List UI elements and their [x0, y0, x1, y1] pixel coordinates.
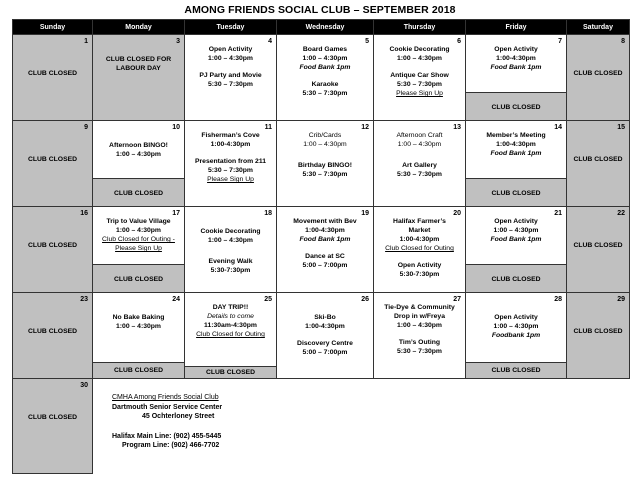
day-number: 17: [172, 210, 180, 217]
event-time: 1:00 – 4:30pm: [493, 323, 539, 330]
event-name: Afternoon BINGO!: [109, 142, 168, 149]
closed-label: CLUB CLOSED: [93, 178, 184, 206]
event-time: 1:00 – 4:30pm: [397, 322, 442, 329]
event-time: 5:30 – 7:30pm: [208, 81, 253, 88]
day-cell-11: [185, 121, 276, 206]
day-number: 15: [617, 124, 625, 131]
day-cell-23: [13, 293, 92, 378]
day-number: 27: [453, 296, 461, 303]
event-name: No Bake Baking: [112, 314, 165, 321]
day-number: 10: [172, 124, 180, 131]
closed-label: CLUB CLOSED: [27, 414, 78, 421]
day-number: 21: [554, 210, 562, 217]
event-time: 11:30am-4:30pm: [204, 322, 257, 329]
event-note: Food Bank 1pm: [490, 64, 542, 71]
event-name: Fisherman’s Cove: [201, 132, 260, 139]
event-name: Birthday BINGO!: [297, 162, 352, 169]
day-cell-9: [13, 121, 92, 206]
week-row: [13, 121, 630, 207]
day-cell-19: [277, 207, 373, 292]
day-number: 1: [84, 38, 88, 45]
day-number: 11: [264, 124, 272, 131]
day-cell-28: [466, 293, 566, 378]
week-row: [13, 207, 630, 293]
weekday-header-row: [13, 20, 630, 35]
event-time: 1:00-4:30pm: [496, 141, 536, 148]
day-cell-3: [93, 35, 184, 120]
day-cell-24: [93, 293, 184, 378]
event-time: 1:00-4:30pm: [210, 141, 251, 148]
day-cell-18: [185, 207, 276, 292]
day-number: 26: [361, 296, 369, 303]
day-cell-21: [466, 207, 566, 292]
closed-label: CLUB CLOSED: [27, 328, 78, 335]
event-time: 1:00-4:30pm: [305, 227, 345, 234]
event-time: 5:30 – 7:30pm: [302, 90, 348, 97]
event-time: 1:00-4:30pm: [496, 55, 536, 62]
event-time: 1:00 – 4:30pm: [116, 151, 161, 158]
event-time: 5:30-7:30pm: [399, 271, 440, 278]
outing-note: Club Closed for Outing: [196, 331, 265, 338]
event-note: Foodbank 1pm: [491, 332, 541, 339]
day-cell-25: [185, 293, 276, 378]
event-name-cont: Market: [408, 227, 431, 234]
org-name: CMHA Among Friends Social Club: [112, 394, 219, 401]
event-time: 1:00 – 4:30pm: [397, 141, 442, 148]
closed-label: CLUB CLOSED: [27, 156, 78, 163]
day-number: 25: [264, 296, 272, 303]
closed-label: CLUB CLOSED: [27, 70, 78, 77]
day-cell-16: [13, 207, 92, 292]
event-time: 1:00 – 4:30pm: [303, 141, 347, 148]
header-wednesday: Wednesday: [277, 20, 374, 35]
header-monday: Monday: [93, 20, 185, 35]
closed-label: CLUB CLOSED: [573, 70, 623, 77]
event-name: Cookie Decorating: [389, 46, 450, 53]
day-number: 30: [80, 382, 88, 389]
day-number: 14: [554, 124, 562, 131]
calendar-grid: [12, 19, 630, 474]
event-time: 5:30 – 7:30pm: [397, 81, 442, 88]
event-time: 1:00 – 4:30pm: [493, 227, 539, 234]
event-name: Open Activity: [494, 46, 538, 53]
address-line2: 45 Ochterloney Street: [142, 413, 215, 420]
event-time: 5:30 – 7:30pm: [302, 171, 348, 178]
day-number: 12: [361, 124, 369, 131]
sign-up-note: Please Sign Up: [207, 176, 254, 183]
event-name: PJ Party and Movie: [199, 72, 262, 79]
event-name: Antique Car Show: [390, 72, 449, 79]
event-name: Karaoke: [311, 81, 339, 88]
event-name: Halifax Farmer’s: [393, 218, 446, 225]
event-name: Ski-Bo: [314, 314, 336, 321]
day-cell-12: [277, 121, 373, 206]
day-cell-29: [567, 293, 629, 378]
event-time: 1:00 – 4:30pm: [116, 323, 161, 330]
day-cell-17: [93, 207, 184, 292]
day-cell-27: [374, 293, 465, 378]
day-cell-5: [277, 35, 373, 120]
event-note: Details to come: [207, 313, 254, 320]
sign-up-note: Please Sign Up: [396, 90, 443, 97]
day-cell-20: [374, 207, 465, 292]
club-info: [112, 393, 222, 451]
header-thursday: Thursday: [374, 20, 466, 35]
event-time: 5:00 – 7:00pm: [302, 349, 348, 356]
event-name: Tim’s Outing: [398, 339, 441, 346]
event-note: Food Bank 1pm: [299, 236, 351, 243]
event-name-cont: Drop in w/Freya: [394, 313, 445, 320]
event-name: Dance at SC: [305, 253, 345, 260]
day-number: 4: [268, 38, 272, 45]
closed-label: CLUB CLOSED: [573, 242, 623, 249]
day-number: 9: [84, 124, 88, 131]
event-time: 5:30 – 7:30pm: [397, 171, 442, 178]
day-number: 3: [176, 38, 180, 45]
event-note: Food Bank 1pm: [299, 64, 351, 71]
day-cell-10: [93, 121, 184, 206]
closed-label: CLUB CLOSED: [93, 362, 184, 378]
closed-holiday-line1: CLUB CLOSED FOR: [105, 56, 172, 63]
event-name: Discovery Centre: [297, 340, 353, 347]
event-name: Tie-Dye & Community: [384, 304, 455, 311]
phone-main: Halifax Main Line: (902) 455-5445: [112, 432, 222, 440]
closed-label: CLUB CLOSED: [93, 264, 184, 292]
week-row: [13, 293, 630, 379]
event-name: DAY TRIP!!: [212, 304, 249, 311]
day-number: 20: [453, 210, 461, 217]
day-number: 18: [264, 210, 272, 217]
event-name: Open Activity: [494, 218, 538, 225]
day-cell-15: [567, 121, 629, 206]
day-number: 7: [558, 38, 562, 45]
day-number: 5: [365, 38, 369, 45]
week-row: [13, 379, 630, 474]
event-name: Movement with Bev: [293, 218, 357, 225]
day-cell-30: [13, 379, 92, 473]
event-name: Open Activity: [397, 262, 442, 269]
day-number: 23: [80, 296, 88, 303]
outing-note: Club Closed for Outing: [385, 245, 454, 252]
event-name: Board Games: [302, 46, 348, 53]
event-name: Evening Walk: [208, 258, 253, 265]
sign-up-note: Please Sign Up: [115, 245, 162, 252]
day-number: 24: [172, 296, 180, 303]
phone-program: Program Line: (902) 466-7702: [122, 442, 220, 449]
outing-note: Club Closed for Outing -: [102, 236, 175, 243]
week-row: [13, 35, 630, 121]
event-time: 5:30 – 7:30pm: [208, 167, 253, 174]
closed-label: CLUB CLOSED: [573, 156, 623, 163]
event-time: 1:00 – 4:30pm: [208, 237, 253, 244]
event-time: 1:00 – 4:30pm: [208, 55, 253, 62]
day-number: 19: [361, 210, 369, 217]
day-cell-8: [567, 35, 629, 120]
closed-label: CLUB CLOSED: [185, 366, 276, 378]
closed-label: CLUB CLOSED: [466, 362, 566, 378]
event-name: Cookie Decorating: [200, 228, 261, 235]
calendar-title: AMONG FRIENDS SOCIAL CLUB – SEPTEMBER 2018: [184, 4, 456, 16]
address-line1: Dartmouth Senior Service Center: [112, 403, 223, 411]
header-sunday: Sunday: [13, 20, 93, 35]
event-time: 1:00-4:30pm: [399, 236, 440, 243]
day-cell-26: [277, 293, 373, 378]
day-number: 16: [80, 210, 88, 217]
day-number: 8: [621, 38, 625, 45]
header-saturday: Saturday: [567, 20, 630, 35]
event-name: Open Activity: [494, 314, 538, 321]
day-cell-13: [374, 121, 465, 206]
day-number: 29: [617, 296, 625, 303]
closed-holiday-line2: LABOUR DAY: [116, 65, 161, 72]
event-name: Afternoon Craft: [396, 132, 443, 139]
day-number: 6: [457, 38, 461, 45]
day-number: 28: [554, 296, 562, 303]
event-time: 1:00 – 4:30pm: [116, 227, 161, 234]
day-cell-22: [567, 207, 629, 292]
day-cell-6: [374, 35, 465, 120]
day-number: 22: [617, 210, 625, 217]
event-time: 1:00 – 4:30pm: [302, 55, 348, 62]
event-time: 1:00 – 4:30pm: [397, 55, 442, 62]
event-note: Food Bank 1pm: [490, 150, 542, 157]
event-note: Food Bank 1pm: [490, 236, 542, 243]
event-name: Open Activity: [208, 46, 253, 53]
event-time: 5:00 – 7:00pm: [302, 262, 348, 269]
day-cell-1: [13, 35, 92, 120]
closed-label: CLUB CLOSED: [27, 242, 78, 249]
event-name: Art Gallery: [402, 162, 437, 169]
day-cell-7: [466, 35, 566, 120]
header-friday: Friday: [466, 20, 567, 35]
event-name: Member’s Meeting: [486, 132, 546, 139]
day-number: 13: [453, 124, 461, 131]
event-name: Trip to Value Village: [106, 218, 171, 225]
event-time: 1:00-4:30pm: [305, 323, 345, 330]
closed-label: CLUB CLOSED: [573, 328, 623, 335]
event-name: Presentation from 211: [194, 158, 266, 165]
closed-label: CLUB CLOSED: [466, 264, 566, 292]
event-time: 5:30 – 7:30pm: [397, 348, 442, 355]
event-time: 5:30-7:30pm: [210, 267, 251, 274]
closed-label: CLUB CLOSED: [466, 92, 566, 120]
header-tuesday: Tuesday: [185, 20, 277, 35]
day-cell-4: [185, 35, 276, 120]
day-cell-14: [466, 121, 566, 206]
closed-label: CLUB CLOSED: [466, 178, 566, 206]
event-name: Crib/Cards: [308, 132, 342, 139]
